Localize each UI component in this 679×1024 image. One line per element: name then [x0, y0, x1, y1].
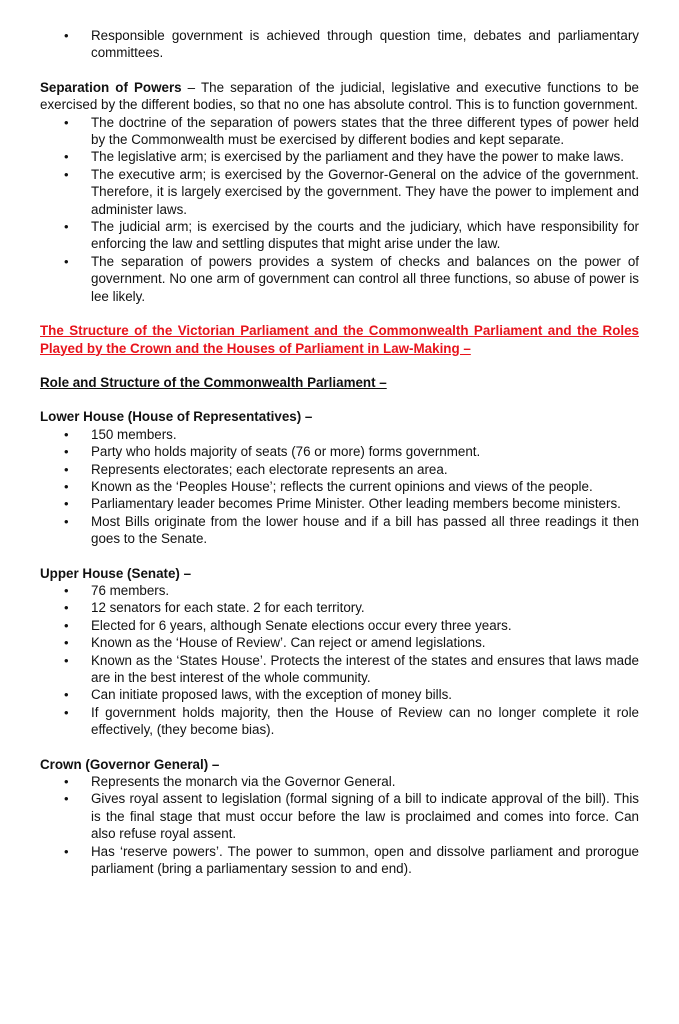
list-item: • Most Bills originate from the lower house and if a bill has passed all three readings it then goes to the Senate. [40, 513, 639, 548]
list-item: • Known as the ‘Peoples House’; reflects the current opinions and views of the people. [40, 478, 639, 495]
crown-list [40, 773, 639, 877]
list-item: • 150 members. [40, 426, 639, 443]
list-item: • The separation of powers provides a system of checks and balances on the power of government. No one arm of government can control all three functions, so abuse of power is lee likely. [40, 253, 639, 305]
list-item: • Parliamentary leader becomes Prime Minister. Other leading members become ministers. [40, 495, 639, 512]
lower-house-list [40, 426, 639, 548]
list-item: • Responsible government is achieved through question time, debates and parliamentary committees. [40, 27, 639, 62]
list-item: • If government holds majority, then the House of Review can no longer complete it role effectively, (they become bias). [40, 704, 639, 739]
upper-house-heading: Upper House (Senate) – [40, 565, 192, 581]
list-item: • Party who holds majority of seats (76 or more) forms government. [40, 443, 639, 460]
list-item: • Represents electorates; each electorate represents an area. [40, 461, 639, 478]
crown-heading: Crown (Governor General) – [40, 756, 220, 772]
list-item: • Can initiate proposed laws, with the exception of money bills. [40, 686, 639, 703]
list-item: • Has ‘reserve powers’. The power to summon, open and dissolve parliament and prorogue parliament (bring a parliamentary session to and end). [40, 843, 639, 878]
intro-list [40, 27, 639, 62]
list-item: • The doctrine of the separation of powers states that the three different types of power held by the Commonwealth must be exercised by different bodies and kept separate. [40, 114, 639, 149]
subsection-heading: Role and Structure of the Commonwealth Parliament – [40, 374, 387, 390]
separation-text: The separation of the judicial, legislative and executive functions to be exercised by the different bodies, so that no one has absolute control. This is to function government. [40, 79, 639, 113]
separation-list [40, 114, 639, 305]
list-item: • The judicial arm; is exercised by the courts and the judiciary, which have responsibility for enforcing the law and settling disputes that might arise under the law. [40, 218, 639, 253]
list-item: • 76 members. [40, 582, 639, 599]
list-item: • Known as the ‘States House’. Protects the interest of the states and ensures that laws made are in the best interest of the whole community. [40, 652, 639, 687]
list-item: • The legislative arm; is exercised by the parliament and they have the power to make laws. [40, 148, 639, 165]
list-item: • Elected for 6 years, although Senate elections occur every three years. [40, 617, 639, 634]
list-item: • 12 senators for each state. 2 for each territory. [40, 599, 639, 616]
lower-house-heading: Lower House (House of Representatives) – [40, 409, 313, 425]
separation-heading: Separation of Powers [40, 79, 182, 95]
upper-house-list [40, 582, 639, 739]
section-heading: The Structure of the Victorian Parliament and the Commonwealth Parliament and the Roles Played by the Crown and the Houses of Parliament in Law-Making – [40, 323, 639, 356]
separation-paragraph: Separation of Powers – The separation of the judicial, legislative and executive functions to be exercised by the different bodies, so that no one has absolute control. This is to function government. [40, 79, 639, 113]
list-item: • Known as the ‘House of Review’. Can reject or amend legislations. [40, 634, 639, 651]
list-item: • The executive arm; is exercised by the Governor-General on the advice of the government. Therefore, it is largely exercised by the government. They have the power to implement and administer laws. [40, 166, 639, 218]
list-item: • Gives royal assent to legislation (formal signing of a bill to indicate approval of the bill). This is the final stage that must occur before the law is proclaimed and comes into force. Can also refuse royal assent. [40, 790, 639, 842]
list-item: • Represents the monarch via the Governor General. [40, 773, 639, 790]
